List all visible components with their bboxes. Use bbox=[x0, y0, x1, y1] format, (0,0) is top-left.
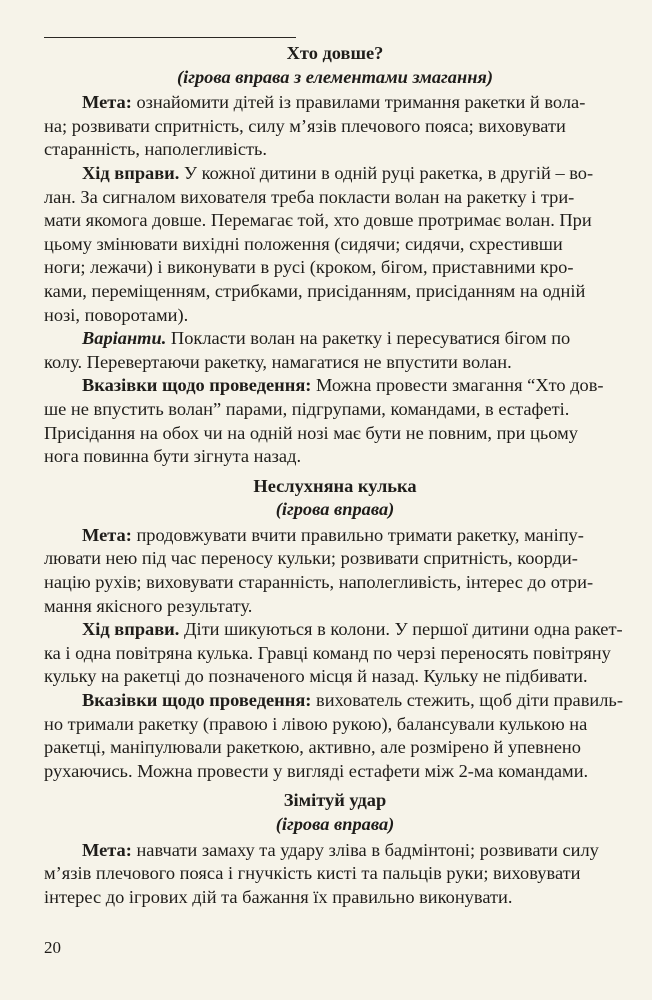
paragraph-line: ка і одна повітряна кулька. Гравці команд по черзі переносять повітряну bbox=[44, 642, 611, 663]
paragraph-line: вихователь стежить, щоб діти правиль- bbox=[311, 690, 623, 711]
paragraph-line: старанність, наполегливість. bbox=[44, 139, 268, 160]
paragraph-line: ками, переміщенням, стрибками, присіданням, присіданням на одній bbox=[44, 280, 586, 301]
paragraph-line: ноги; лежачи) і виконувати в русі (кроком, бігом, приставними кро- bbox=[44, 257, 574, 278]
paragraph-label: Вказівки щодо проведення: bbox=[82, 375, 312, 396]
paragraph-line: лан. За сигналом вихователя треба покласти волан на ракетку і три- bbox=[44, 186, 575, 207]
paragraph-line: но тримали ракетку (правою і лівою рукою), балансували кулькою на bbox=[44, 713, 588, 734]
paragraph-variants bbox=[44, 327, 652, 374]
paragraph-line: нозі, поворотами). bbox=[44, 304, 189, 325]
section-subtitle: (ігрова вправа) bbox=[275, 499, 395, 520]
section-subtitle: (ігрова вправа) bbox=[275, 814, 395, 834]
page-content bbox=[44, 40, 652, 909]
paragraph-line: колу. Перевертаючи ракетку, намагатися не впустити волан. bbox=[44, 351, 512, 372]
paragraph-line: рухаючись. Можна провести у вигляді естафети між 2-ма командами. bbox=[44, 760, 589, 781]
paragraph-line: Діти шикуються в колони. У першої дитини одна ракет- bbox=[179, 619, 623, 640]
paragraph-procedure bbox=[44, 618, 652, 689]
section bbox=[44, 789, 652, 909]
paragraph-line: м’язів плечового пояса і гнучкість кисті та пальців руки; виховувати bbox=[44, 863, 581, 884]
page-number: 20 bbox=[44, 938, 61, 957]
paragraph-label: Мета: bbox=[82, 524, 132, 545]
paragraph-goal bbox=[44, 524, 652, 618]
paragraph-instructions bbox=[44, 689, 652, 783]
header-rule bbox=[44, 37, 296, 38]
paragraph-line: Можна провести змагання “Хто дов- bbox=[311, 375, 604, 396]
paragraph-line: мати якомога довше. Перемагає той, хто довше протримає волан. При bbox=[44, 210, 592, 231]
paragraph-line: ознайомити дітей із правилами тримання ракетки й вола- bbox=[131, 92, 586, 113]
section-title: Хто довше? bbox=[286, 43, 384, 63]
paragraph-line: кульку на ракетці до позначеного місця й назад. Кульку не підбивати. bbox=[44, 666, 588, 687]
paragraph-label: Мета: bbox=[82, 92, 132, 113]
section-title: Зімітуй удар bbox=[283, 790, 387, 811]
paragraph-label: Хід вправи. bbox=[82, 162, 180, 183]
paragraph-line: цьому змінювати вихідні положення (сидячи; сидячи, схрестивши bbox=[44, 233, 563, 254]
paragraph-line: Покласти волан на ракетку і пересуватися бігом по bbox=[166, 328, 571, 349]
paragraph-label: Хід вправи. bbox=[82, 619, 180, 640]
paragraph-line: нога повинна бути зігнута назад. bbox=[44, 446, 302, 467]
paragraph-goal bbox=[44, 91, 652, 162]
paragraph-line: на; розвивати спритність, силу м’язів плечового пояса; виховувати bbox=[44, 115, 566, 136]
paragraph-line: лювати нею під час переносу кульки; розвивати спритність, коорди- bbox=[44, 548, 578, 569]
paragraph-label: Варіанти. bbox=[82, 328, 167, 349]
paragraph-goal bbox=[44, 839, 652, 910]
paragraph-instructions bbox=[44, 374, 652, 468]
paragraph-line: націю рухів; виховувати старанність, наполегливість, інтерес до отри- bbox=[44, 572, 594, 593]
paragraph-line: мання якісного результату. bbox=[44, 595, 253, 616]
section bbox=[44, 42, 652, 469]
paragraph-label: Вказівки щодо проведення: bbox=[82, 690, 312, 711]
paragraph-procedure bbox=[44, 162, 652, 327]
section-title: Неслухняна кулька bbox=[253, 475, 417, 496]
paragraph-line: продовжувати вчити правильно тримати ракетку, маніпу- bbox=[131, 524, 584, 545]
section-subtitle: (ігрова вправа з елементами змагання) bbox=[176, 66, 494, 87]
paragraph-line: навчати замаху та удару зліва в бадмінтоні; розвивати силу bbox=[131, 839, 599, 860]
paragraph-label: Мета: bbox=[82, 839, 132, 860]
paragraph-line: У кожної дитини в одній руці ракетка, в другій – во- bbox=[179, 162, 594, 183]
paragraph-line: ракетці, маніпулювали ракеткою, активно, але розмірено й упевнено bbox=[44, 737, 581, 758]
section bbox=[44, 475, 652, 784]
paragraph-line: ше не впустить волан” парами, підгрупами, командами, в естафеті. bbox=[44, 398, 570, 419]
paragraph-line: інтерес до ігрових дій та бажання їх правильно виконувати. bbox=[44, 886, 513, 907]
paragraph-line: Присідання на обох чи на одній нозі має бути не повним, при цьому bbox=[44, 422, 578, 443]
